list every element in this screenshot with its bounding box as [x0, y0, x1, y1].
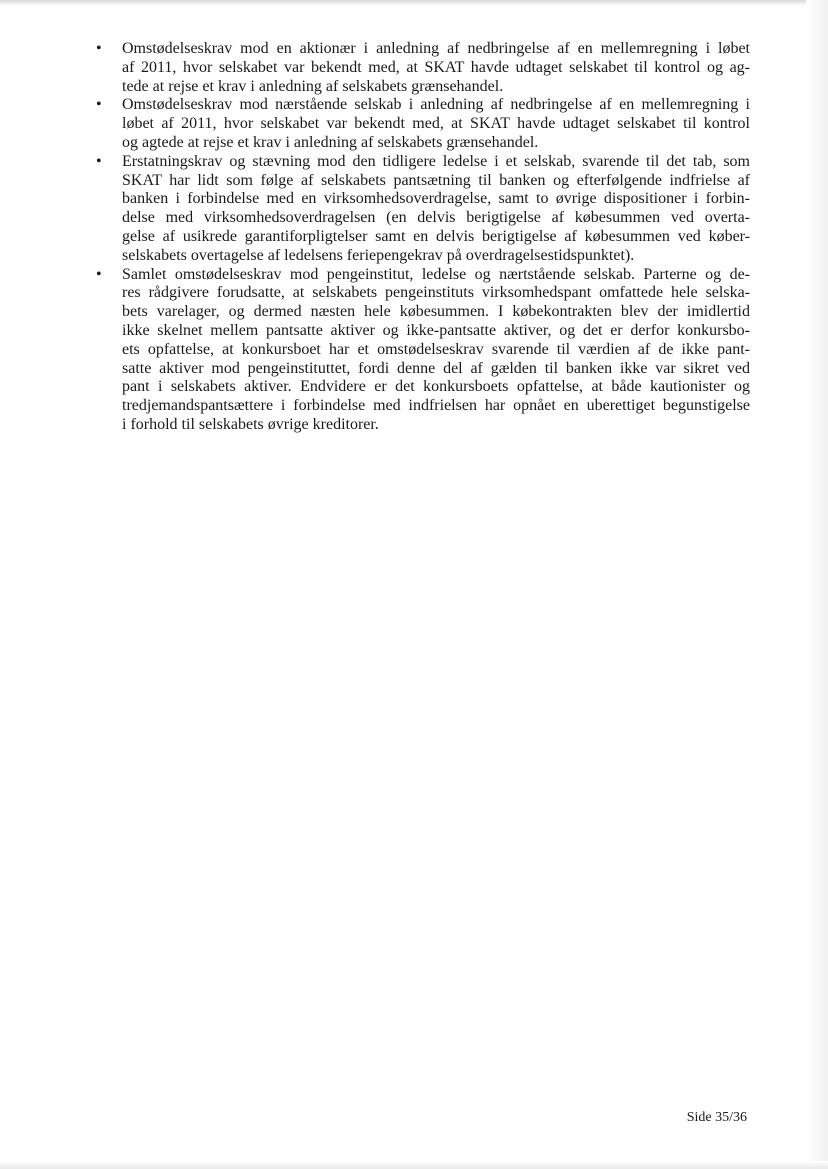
text-line: pant i selskabets aktiver. Endvidere er det konkursboets opfattelse, at både kautionister og [122, 378, 750, 396]
text-line: ets opfattelse, at konkursboet har et omstødelseskrav svarende til værdien af de ikke pant- [122, 340, 750, 358]
bullet-item-combined-claim [90, 266, 750, 435]
scan-edge-right [806, 0, 828, 1169]
bullet-icon: • [96, 265, 102, 283]
bullet-item-related-company-claim [90, 96, 750, 152]
bullet-icon: • [96, 96, 102, 114]
text-line: Omstødelseskrav mod en aktionær i anledning af nedbringelse af en mellemregning i løbet [122, 40, 750, 57]
text-line: løbet af 2011, hvor selskabet var bekendt med, at SKAT havde udtaget selskabet til kontrol [122, 115, 750, 133]
bullet-item-shareholder-claim [90, 40, 750, 96]
text-line: Erstatningskrav og stævning mod den tidligere ledelse i et selskab, svarende til det tab, som [122, 152, 750, 170]
bullet-item-damages-claim [90, 153, 750, 266]
page-number: Side 35/36 [686, 1110, 747, 1125]
text-line: og agtede at rejse et krav i anledning af selskabets grænsehandel. [122, 133, 539, 151]
text-line: banken i forbindelse med en virksomhedsoverdragelse, samt to øvrige dispositioner i forbin- [122, 190, 750, 208]
text-line: af 2011, hvor selskabet var bekendt med, at SKAT havde udtaget selskabet til kontrol og ag- [122, 58, 750, 76]
text-line: ikke skelnet mellem pantsatte aktiver og ikke-pantsatte aktiver, og det er derfor konkursbo- [122, 321, 750, 339]
bullet-icon: • [96, 40, 102, 57]
scan-edge-top [0, 0, 828, 6]
text-line: gelse af usikrede garantiforpligtelser samt en delvis berigtigelse af købesummen ved køber- [122, 227, 750, 245]
claims-bullet-list [90, 40, 750, 435]
text-line: i forhold til selskabets øvrige kreditorer. [122, 415, 379, 433]
text-line: Omstødelseskrav mod nærstående selskab i anledning af nedbringelse af en mellemregning i [122, 96, 750, 114]
text-line: delse med virksomhedsoverdragelsen (en delvis berigtigelse af købesummen ved overta- [122, 209, 750, 227]
text-line: tede at rejse et krav i anledning af selskabets grænsehandel. [122, 77, 504, 95]
text-line: selskabets overtagelse af ledelsens feriepengekrav på overdragelsestidspunktet). [122, 246, 635, 264]
text-line: bets varelager, og dermed næsten hele købesummen. I købekontrakten blev der imidlertid [122, 303, 750, 321]
text-line: SKAT har lidt som følge af selskabets pantsætning til banken og efterfølgende indfrielse af [122, 171, 750, 189]
text-line: satte aktiver mod pengeinstituttet, fordi denne del af gælden til banken ikke var sikret ved [122, 359, 750, 377]
bullet-icon: • [96, 152, 102, 170]
scan-edge-bottom [0, 1161, 828, 1169]
text-line: tredjemandspantsættere i forbindelse med indfrielsen har opnået en uberettiget begunstigelse [122, 397, 750, 415]
text-line: Samlet omstødelseskrav mod pengeinstitut, ledelse og nærtstående selskab. Parterne og de- [122, 265, 750, 283]
text-line: res rådgivere forudsatte, at selskabets pengeinstituts virksomhedspant omfattede hele selska- [122, 284, 750, 302]
